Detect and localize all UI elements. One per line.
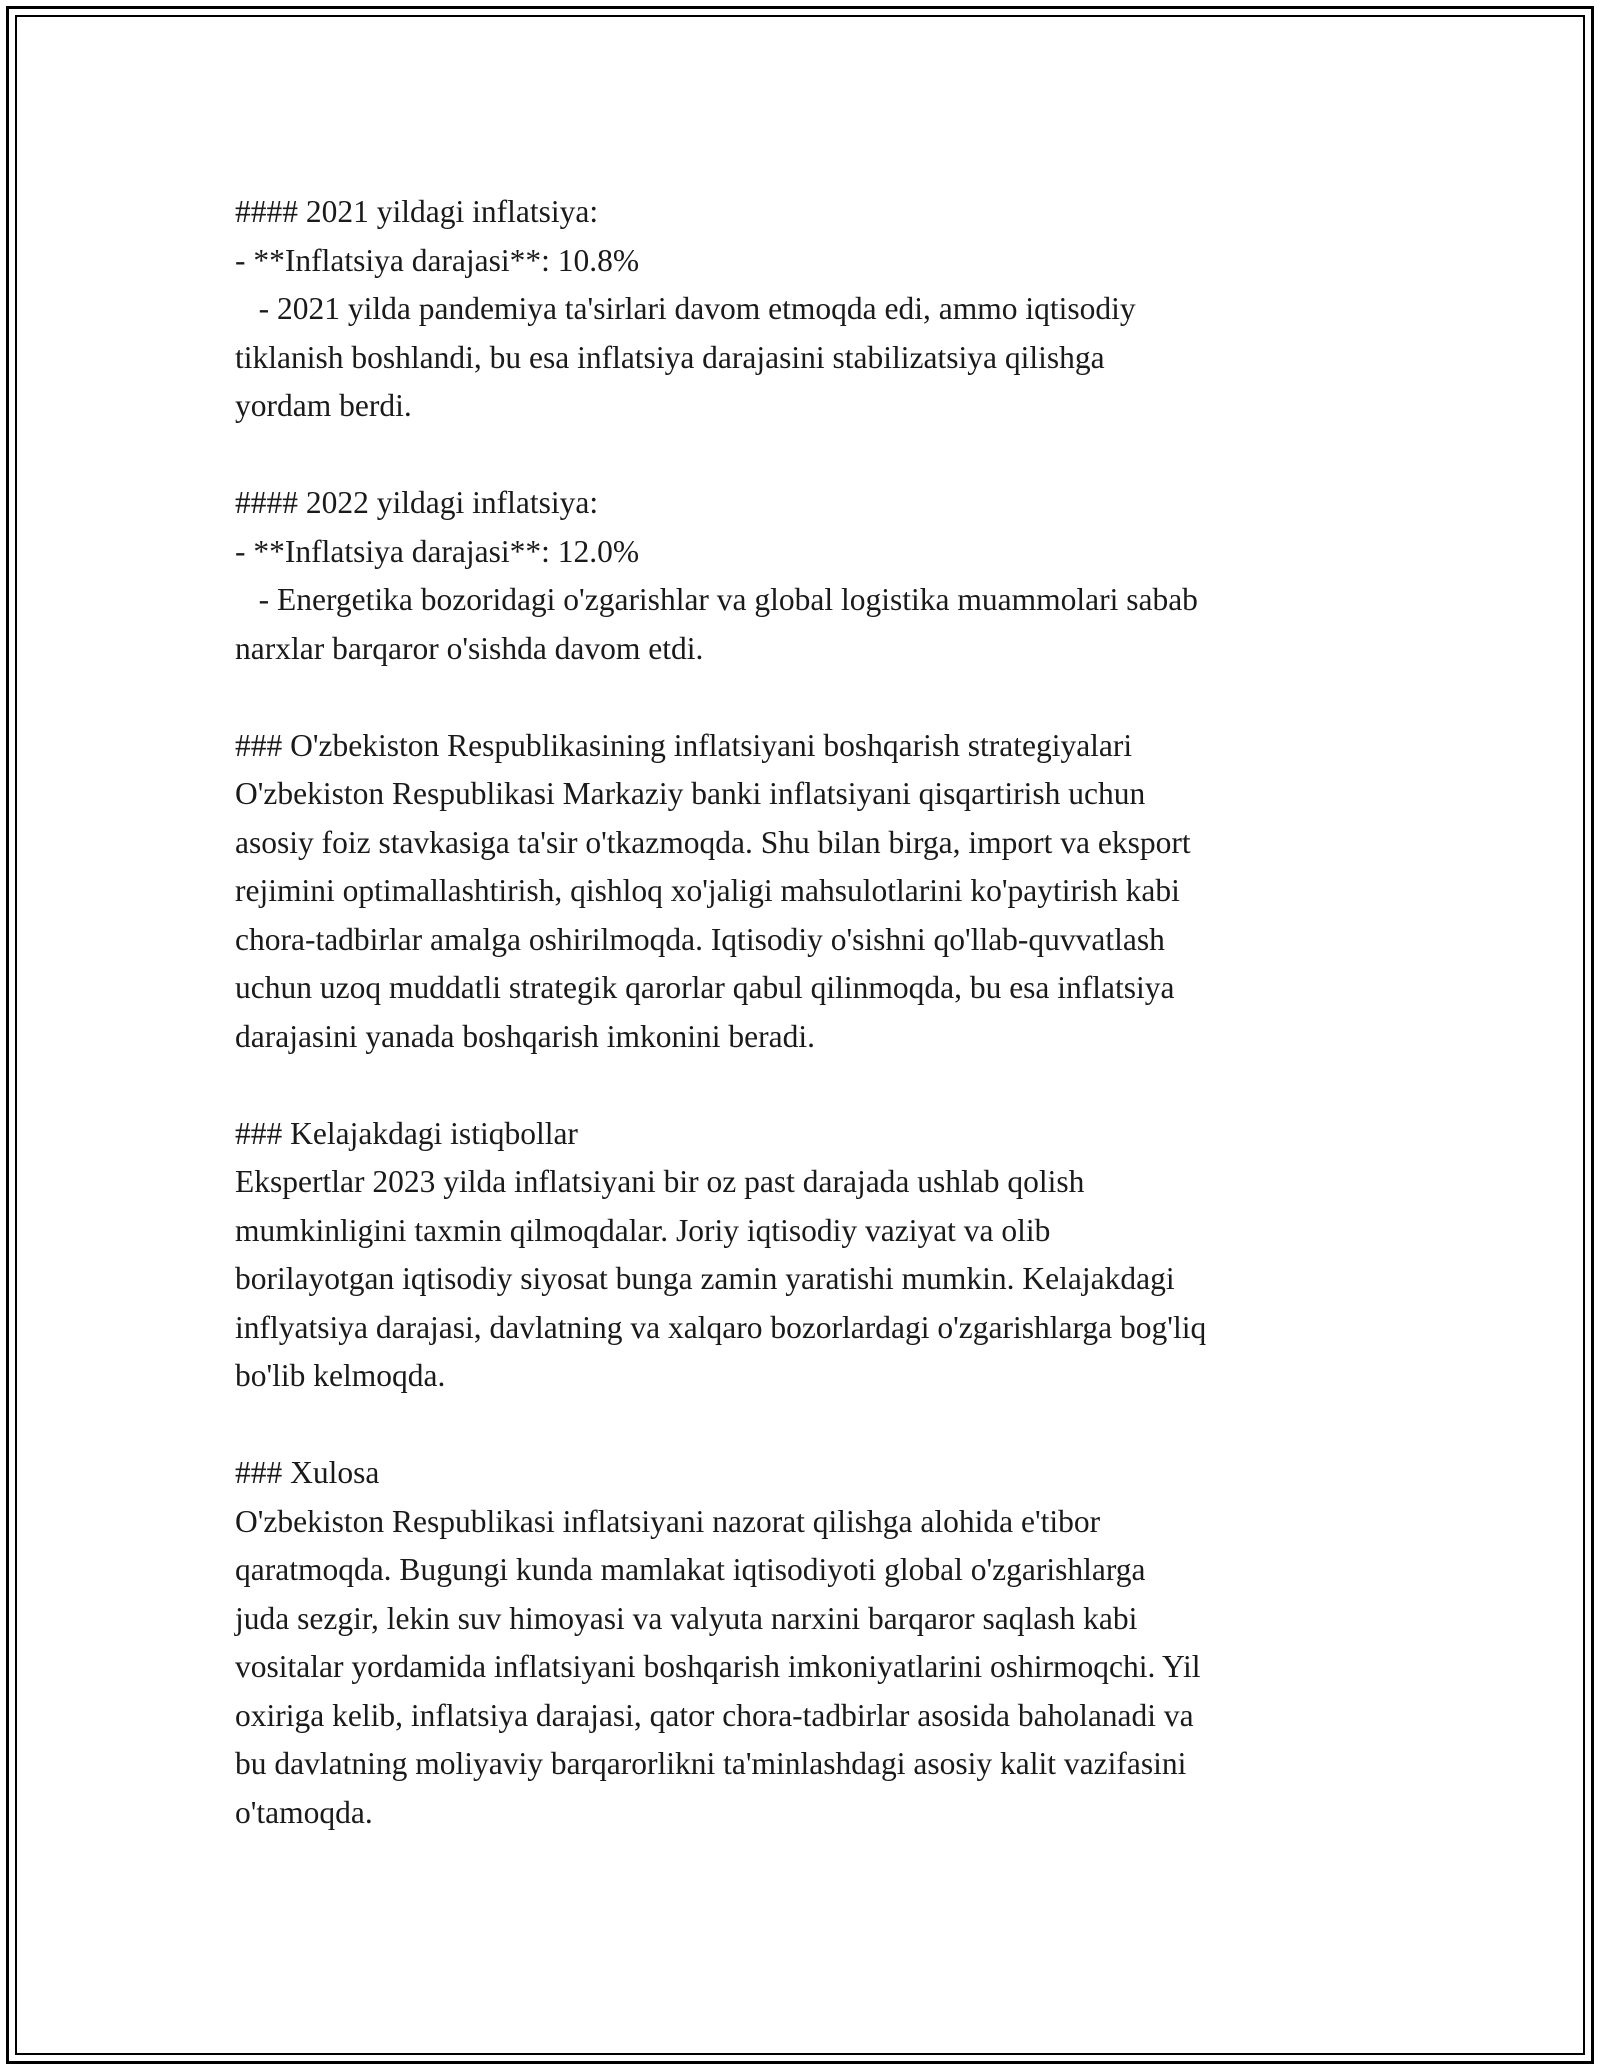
paragraph-line: narxlar barqaror o'sishda davom etdi. [235,630,704,666]
paragraph-line: darajasini yanada boshqarish imkonini beradi. [235,1018,815,1054]
section-spacer [235,1061,1385,1110]
paragraph-line: Ekspertlar 2023 yilda inflatsiyani bir oz past darajada ushlab qolish [235,1164,1085,1199]
section-outlook [235,1110,1385,1401]
paragraph-line: mumkinligini taxmin qilmoqdalar. Joriy iqtisodiy vaziyat va olib [235,1212,1051,1248]
paragraph-line: juda sezgir, lekin suv himoyasi va valyuta narxini barqaror saqlash kabi [235,1600,1138,1636]
paragraph-line: inflyatsiya darajasi, davlatning va xalqaro bozorlardagi o'zgarishlarga bog'liq [235,1309,1207,1345]
section-spacer [235,673,1385,722]
paragraph-line: vositalar yordamida inflatsiyani boshqarish imkoniyatlarini oshirmoqchi. Yil [235,1649,1201,1684]
section-spacer [235,1401,1385,1450]
paragraph-line: rejimini optimallashtirish, qishloq xo'jaligi mahsulotlarini ko'paytirish kabi [235,873,1180,908]
section-heading: ### Xulosa [235,1455,380,1490]
section-inflation-2022 [235,479,1385,673]
paragraph-line: bo'lib kelmoqda. [235,1358,446,1393]
section-heading: #### 2021 yildagi inflatsiya: [235,194,599,229]
paragraph-line: yordam berdi. [235,388,412,423]
paragraph-line: chora-tadbirlar amalga oshirilmoqda. Iqtisodiy o'sishni qo'llab-quvvatlash [235,921,1165,957]
document-body [235,188,1385,1837]
section-conclusion [235,1449,1385,1837]
paragraph-line: borilayotgan iqtisodiy siyosat bunga zamin yaratishi mumkin. Kelajakdagi [235,1261,1175,1296]
paragraph-line: asosiy foiz stavkasiga ta'sir o'tkazmoqda. Shu bilan birga, import va eksport [235,824,1191,860]
paragraph-line: O'zbekiston Respublikasi Markaziy banki inflatsiyani qisqartirish uchun [235,776,1146,811]
paragraph-line: tiklanish boshlandi, bu esa inflatsiya darajasini stabilizatsiya qilishga [235,339,1105,375]
section-strategies [235,722,1385,1062]
paragraph-line: uchun uzoq muddatli strategik qarorlar qabul qilinmoqda, bu esa inflatsiya [235,970,1175,1005]
section-spacer [235,431,1385,480]
inflation-rate-item: - **Inflatsiya darajasi**: 12.0% [235,533,640,569]
paragraph-line: bu davlatning moliyaviy barqarorlikni ta'minlashdagi asosiy kalit vazifasini [235,1746,1187,1781]
paragraph-line: qaratmoqda. Bugungi kunda mamlakat iqtisodiyoti global o'zgarishlarga [235,1552,1146,1587]
paragraph-line: o'tamoqda. [235,1794,373,1830]
paragraph-line: - Energetika bozoridagi o'zgarishlar va global logistika muammolari sabab [235,582,1198,617]
paragraph-line: oxiriga kelib, inflatsiya darajasi, qator chora-tadbirlar asosida baholanadi va [235,1697,1194,1733]
section-heading: ### O'zbekiston Respublikasining inflatsiyani boshqarish strategiyalari [235,727,1133,763]
paragraph-line: O'zbekiston Respublikasi inflatsiyani nazorat qilishga alohida e'tibor [235,1503,1101,1539]
section-heading: #### 2022 yildagi inflatsiya: [235,485,599,520]
paragraph-line: - 2021 yilda pandemiya ta'sirlari davom etmoqda edi, ammo iqtisodiy [235,291,1136,326]
section-heading: ### Kelajakdagi istiqbollar [235,1115,578,1151]
inflation-rate-item: - **Inflatsiya darajasi**: 10.8% [235,242,640,278]
section-inflation-2021 [235,188,1385,431]
